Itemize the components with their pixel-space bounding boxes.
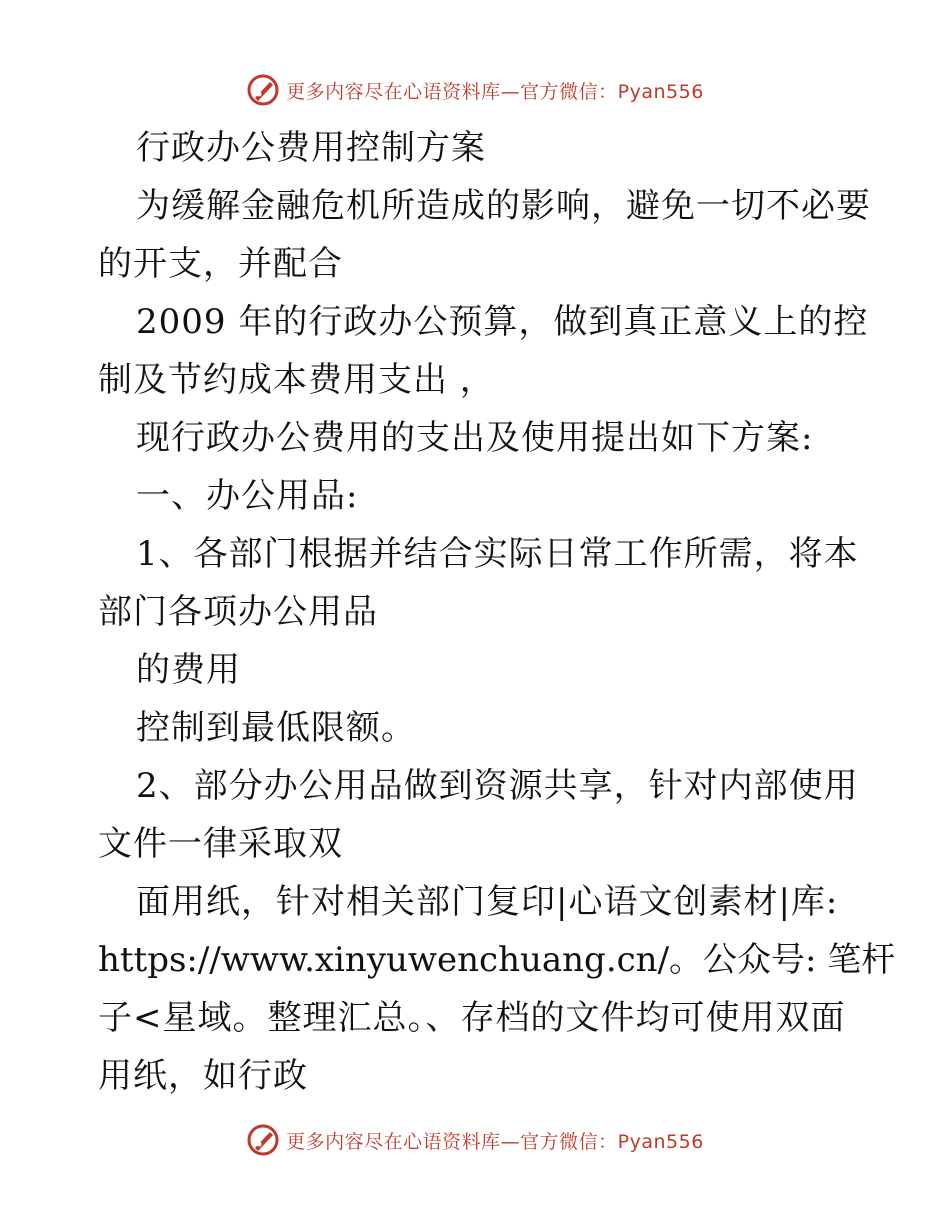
paragraph-line: 的开支，并配合	[98, 244, 343, 284]
paragraph-line: 2、部分办公用品做到资源共享，针对内部使用	[136, 766, 859, 806]
paragraph-line: 制及节约成本费用支出 ，	[98, 360, 495, 400]
pen-logo-icon	[246, 73, 280, 107]
paragraph-line: 部门各项办公用品	[98, 592, 378, 632]
paragraph-line: 现行政办公费用的支出及使用提出如下方案:	[136, 418, 814, 458]
paragraph-line: 2009 年的行政办公预算，做到真正意义上的控	[136, 302, 869, 342]
section-heading: 一、办公用品:	[136, 476, 359, 516]
watermark-text: 更多内容尽在心语资料库—官方微信：Pyan556	[286, 1130, 704, 1153]
document-title: 行政办公费用控制方案	[136, 128, 486, 168]
watermark-text: 更多内容尽在心语资料库—官方微信：Pyan556	[286, 80, 704, 103]
paragraph-line: 为缓解金融危机所造成的影响，避免一切不必要	[136, 186, 871, 226]
paragraph-line: 文件一律采取双	[98, 824, 343, 864]
footer-watermark-banner	[0, 1120, 950, 1160]
paragraph-line: 控制到最低限额。	[136, 708, 416, 748]
paragraph-line: 子<星域。整理汇总。、存档的文件均可使用双面	[98, 998, 846, 1038]
paragraph-line: 面用纸，针对相关部门复印|心语文创素材|库:	[136, 882, 839, 922]
pen-logo-icon	[246, 1123, 280, 1157]
paragraph-line: 的费用	[136, 650, 241, 690]
paragraph-line: https://www.xinyuwenchuang.cn/。公众号: 笔杆	[98, 940, 896, 980]
header-watermark-banner	[0, 70, 950, 110]
paragraph-line: 用纸，如行政	[98, 1056, 308, 1096]
paragraph-line: 1、各部门根据并结合实际日常工作所需，将本	[136, 534, 859, 574]
